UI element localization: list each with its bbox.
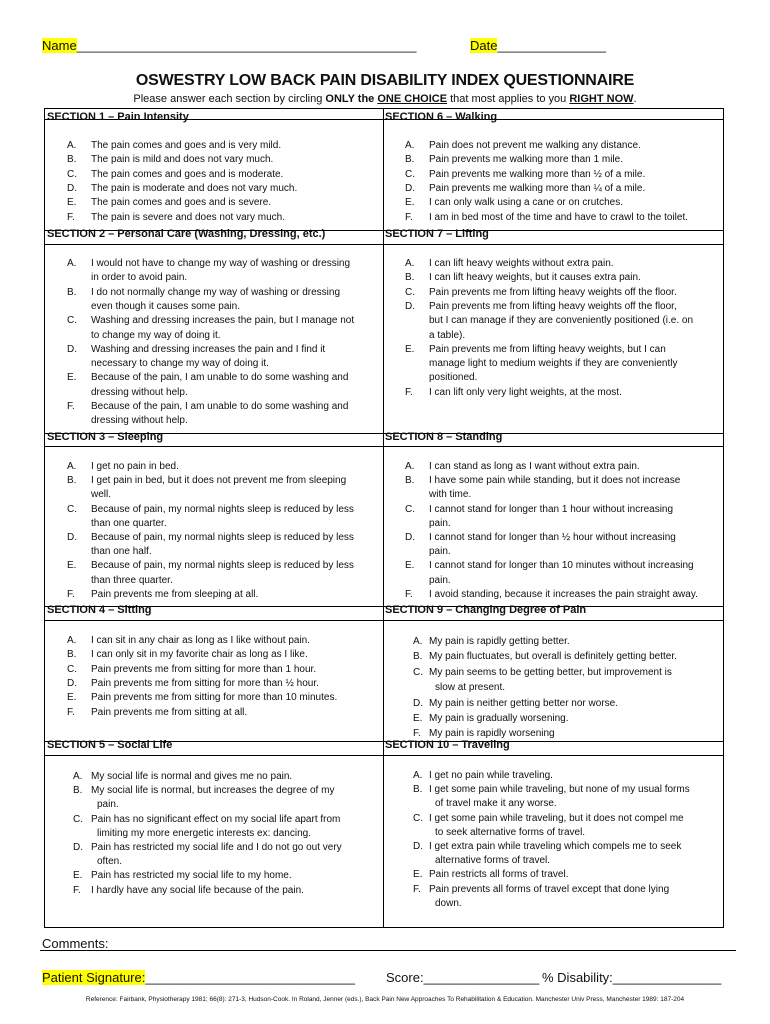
option-text: a table). bbox=[429, 329, 466, 341]
option-letter: D. bbox=[413, 841, 423, 852]
option-text: Washing and dressing increases the pain, but I manage not bbox=[91, 315, 355, 327]
option-letter: D. bbox=[73, 842, 83, 853]
instructions-right-now: RIGHT NOW bbox=[569, 93, 634, 105]
option-letter: A. bbox=[67, 461, 77, 472]
option-text: I would not have to change my way of washing or dressing bbox=[91, 258, 351, 269]
option-text: to seek alternative forms of travel. bbox=[435, 826, 586, 838]
name-line[interactable]: _______________________________________________ bbox=[76, 38, 417, 53]
option-text: pain. bbox=[97, 799, 119, 811]
option-text: pain. bbox=[429, 517, 451, 529]
option-text: than three quarter. bbox=[91, 574, 173, 586]
patient-signature-line[interactable]: _____________________________ bbox=[145, 970, 356, 985]
option-letter: F. bbox=[67, 211, 75, 223]
option-letter: B. bbox=[405, 272, 415, 284]
option-text: Pain has no significant effect on my social life apart from bbox=[91, 813, 341, 825]
option-text: The pain is severe and does not vary much. bbox=[91, 211, 285, 223]
page-title: OSWESTRY LOW BACK PAIN DISABILITY INDEX QUESTIONNAIRE bbox=[135, 72, 635, 89]
option-letter: E. bbox=[67, 692, 77, 704]
option-text: Pain prevents me walking more than ½ of a mile. bbox=[429, 168, 646, 180]
option-text: slow at present. bbox=[435, 682, 506, 694]
option-text: Pain has restricted my social life and I do not go out very bbox=[91, 842, 342, 853]
section-title: SECTION 6 – Walking bbox=[385, 111, 498, 123]
option-letter: A. bbox=[405, 140, 415, 151]
instructions-only: ONLY the bbox=[325, 93, 378, 105]
option-text: than one quarter. bbox=[91, 517, 167, 529]
option-text: My pain seems to be getting better, but improvement is bbox=[429, 666, 672, 678]
option-text: My pain is rapidly getting better. bbox=[429, 636, 570, 647]
option-text: Pain prevents me from lifting heavy weights, but I can bbox=[429, 343, 666, 355]
option-text: The pain comes and goes and is very mild. bbox=[91, 140, 282, 151]
section-title: SECTION 9 – Changing Degree of Pain bbox=[385, 604, 587, 616]
option-text: I have some pain while standing, but it does not increase bbox=[429, 475, 681, 487]
option-letter: E. bbox=[73, 870, 83, 882]
option-text: of travel make it any worse. bbox=[435, 798, 557, 810]
option-text: even though it causes some pain. bbox=[91, 300, 240, 312]
option-letter: C. bbox=[413, 666, 423, 678]
option-text: Pain prevents all forms of travel except that done lying bbox=[429, 883, 670, 895]
score-line[interactable]: ________________ bbox=[423, 970, 540, 985]
option-letter: C. bbox=[405, 168, 415, 180]
option-text: Pain prevents me from sitting for more than 10 minutes. bbox=[91, 692, 338, 704]
option-text: I can stand as long as I want without extra pain. bbox=[429, 461, 640, 472]
option-text: than one half. bbox=[91, 546, 152, 558]
option-letter: A. bbox=[405, 258, 415, 269]
section-title: SECTION 1 – Pain Intensity bbox=[47, 111, 189, 123]
option-letter: B. bbox=[413, 784, 423, 796]
option-text: Pain prevents me walking more than 1 mile. bbox=[429, 154, 623, 166]
option-text: Pain does not prevent me walking any distance. bbox=[429, 140, 641, 151]
option-text: dressing without help. bbox=[91, 415, 188, 427]
option-text: often. bbox=[97, 856, 123, 868]
option-text: alternative forms of travel. bbox=[435, 855, 551, 867]
score-field[interactable] bbox=[386, 970, 539, 985]
option-text: Pain restricts all forms of travel. bbox=[429, 869, 569, 881]
option-letter: B. bbox=[67, 154, 77, 166]
option-text: I can only sit in my favorite chair as long as I like. bbox=[91, 649, 308, 661]
option-letter: B. bbox=[67, 286, 77, 298]
option-letter: A. bbox=[405, 461, 415, 472]
option-letter: C. bbox=[73, 813, 83, 825]
signature-row bbox=[42, 970, 722, 985]
option-text: I can lift only very light weights, at the most. bbox=[429, 386, 622, 398]
option-letter: B. bbox=[413, 651, 423, 663]
option-letter: D. bbox=[405, 300, 415, 312]
option-text: The pain is moderate and does not vary much. bbox=[91, 182, 298, 194]
sections-grid bbox=[44, 108, 724, 928]
option-letter: D. bbox=[67, 343, 77, 355]
option-letter: B. bbox=[73, 785, 83, 797]
section-title: SECTION 8 – Standing bbox=[385, 431, 503, 443]
option-text: I get extra pain while traveling which compels me to seek bbox=[429, 841, 682, 852]
option-text: My social life is normal, but increases the degree of my bbox=[91, 785, 335, 797]
option-letter: F. bbox=[67, 706, 75, 718]
option-text: The pain is mild and does not vary much. bbox=[91, 154, 274, 166]
section-title: SECTION 4 – Sitting bbox=[47, 604, 152, 616]
option-letter: B. bbox=[405, 154, 415, 166]
option-text: down. bbox=[435, 897, 462, 909]
option-letter: E. bbox=[405, 197, 415, 209]
comments-label: Comments: bbox=[42, 936, 109, 951]
option-text: to change my way of doing it. bbox=[91, 329, 221, 341]
option-text: I can sit in any chair as long as I like without pain. bbox=[91, 635, 311, 646]
option-letter: C. bbox=[67, 168, 77, 180]
option-letter: C. bbox=[67, 315, 77, 327]
disability-label: % Disability: bbox=[542, 970, 613, 985]
option-text: Because of pain, my normal nights sleep is reduced by less bbox=[91, 532, 354, 543]
option-text: Because of pain, my normal nights sleep is reduced by less bbox=[91, 560, 354, 572]
option-letter: A. bbox=[73, 771, 83, 782]
option-letter: A. bbox=[413, 770, 423, 781]
option-letter: D. bbox=[67, 182, 77, 194]
option-letter: E. bbox=[405, 560, 415, 572]
option-letter: D. bbox=[405, 182, 415, 194]
option-text: The pain comes and goes and is moderate. bbox=[91, 168, 284, 180]
option-letter: B. bbox=[405, 475, 415, 487]
section-title: SECTION 3 – Sleeping bbox=[47, 431, 164, 443]
option-letter: D. bbox=[413, 697, 423, 709]
option-letter: F. bbox=[67, 588, 75, 600]
column-divider bbox=[383, 109, 384, 927]
option-letter: F. bbox=[405, 588, 413, 600]
option-text: Washing and dressing increases the pain and I find it bbox=[91, 343, 326, 355]
option-text: The pain comes and goes and is severe. bbox=[91, 197, 272, 209]
instructions bbox=[0, 93, 770, 105]
option-text: positioned. bbox=[429, 372, 478, 384]
option-text: well. bbox=[91, 489, 112, 501]
option-text: I cannot stand for longer than 1 hour without increasing bbox=[429, 503, 674, 515]
option-text: I can lift heavy weights without extra pain. bbox=[429, 258, 614, 269]
option-text: Pain prevents me from sitting for more than ½ hour. bbox=[91, 677, 319, 689]
option-letter: A. bbox=[67, 140, 77, 151]
option-text: I get some pain while traveling, but none of my usual forms bbox=[429, 784, 690, 796]
option-text: with time. bbox=[429, 489, 472, 501]
option-text: My pain fluctuates, but overall is definitely getting better. bbox=[429, 651, 677, 663]
option-letter: D. bbox=[67, 677, 77, 689]
option-letter: D. bbox=[67, 532, 77, 543]
option-letter: C. bbox=[405, 503, 415, 515]
patient-signature-label: Patient Signature: bbox=[42, 970, 146, 985]
section-title: SECTION 2 – Personal Care (Washing, Dressing, etc.) bbox=[47, 228, 326, 240]
row-divider bbox=[45, 446, 723, 447]
row-divider bbox=[45, 620, 723, 621]
option-letter: E. bbox=[413, 713, 423, 724]
option-text: Pain prevents me from lifting heavy weights off the floor, bbox=[429, 300, 677, 312]
option-letter: B. bbox=[67, 649, 77, 661]
option-letter: C. bbox=[405, 286, 415, 298]
option-text: manage light to medium weights if they are conveniently bbox=[429, 358, 678, 370]
option-letter: E. bbox=[405, 343, 415, 355]
name-field[interactable] bbox=[42, 38, 417, 53]
option-letter: A. bbox=[67, 258, 77, 269]
option-letter: A. bbox=[67, 635, 77, 646]
option-letter: F. bbox=[413, 728, 421, 740]
option-text: Pain has restricted my social life to my home. bbox=[91, 870, 292, 882]
row-divider bbox=[45, 755, 723, 756]
option-text: pain. bbox=[429, 546, 451, 558]
option-text: I hardly have any social life because of the pain. bbox=[91, 884, 304, 896]
option-letter: E. bbox=[67, 197, 77, 209]
name-label: Name bbox=[42, 38, 77, 53]
option-text: I get some pain while traveling, but it does not compel me bbox=[429, 812, 684, 824]
option-letter: B. bbox=[67, 475, 77, 487]
section-title: SECTION 10 – Traveling bbox=[385, 739, 510, 751]
option-text: My pain is gradually worsening. bbox=[429, 713, 569, 724]
option-text: but I can manage if they are conveniently positioned (i.e. on bbox=[429, 315, 694, 327]
option-text: Because of pain, my normal nights sleep is reduced by less bbox=[91, 503, 354, 515]
option-letter: C. bbox=[413, 812, 423, 824]
option-text: My pain is neither getting better nor worse. bbox=[429, 697, 618, 709]
option-text: I avoid standing, because it increases the pain straight away. bbox=[429, 588, 698, 600]
row-divider bbox=[45, 244, 723, 245]
option-letter: E. bbox=[413, 869, 423, 881]
option-text: pain. bbox=[429, 574, 451, 586]
option-text: I get pain in bed, but it does not prevent me from sleeping bbox=[91, 475, 347, 487]
option-text: I get no pain in bed. bbox=[91, 461, 179, 472]
option-text: Pain prevents me from sleeping at all. bbox=[91, 588, 259, 600]
option-text: I cannot stand for longer than 10 minutes without increasing bbox=[429, 560, 694, 572]
option-text: Pain prevents me from sitting at all. bbox=[91, 706, 248, 718]
option-text: My pain is rapidly worsening bbox=[429, 728, 555, 740]
comments-line[interactable] bbox=[40, 950, 736, 951]
date-line[interactable]: _______________ bbox=[497, 38, 606, 53]
instructions-end: . bbox=[633, 93, 637, 105]
instructions-mid: that most applies to you bbox=[447, 93, 570, 105]
option-text: I can only walk using a cane or on crutches. bbox=[429, 197, 623, 209]
disability-line[interactable]: _______________ bbox=[612, 970, 722, 985]
option-text: limiting my more energetic interests ex: dancing. bbox=[97, 827, 311, 839]
option-text: Because of the pain, I am unable to do some washing and bbox=[91, 401, 349, 412]
option-text: necessary to change my way of doing it. bbox=[91, 358, 269, 370]
option-text: Pain prevents me from sitting for more than 1 hour. bbox=[91, 663, 317, 675]
score-label: Score: bbox=[386, 970, 424, 985]
option-text: Pain prevents me from lifting heavy weights off the floor. bbox=[429, 286, 677, 298]
reference-citation: Reference: Fairbank, Physiotherapy 1981; 66(8): 271-3, Hudson-Cook. In Roland, Jenner (eds.), Back Pain New Approaches To Rehabilitation & Education. Manchester Univ Press, Manchester 1989: 187-204 bbox=[85, 996, 685, 1003]
option-text: I get no pain while traveling. bbox=[429, 770, 553, 781]
option-text: I am in bed most of the time and have to crawl to the toilet. bbox=[429, 211, 689, 223]
option-text: My social life is normal and gives me no pain. bbox=[91, 771, 293, 782]
option-text: I can lift heavy weights, but it causes extra pain. bbox=[429, 272, 641, 284]
date-field[interactable] bbox=[470, 38, 606, 53]
option-letter: E. bbox=[67, 560, 77, 572]
option-text: I cannot stand for longer than ½ hour without increasing bbox=[429, 532, 676, 543]
option-letter: A. bbox=[413, 636, 423, 647]
option-letter: F. bbox=[413, 883, 421, 895]
option-letter: F. bbox=[67, 401, 75, 412]
date-label: Date bbox=[470, 38, 498, 53]
option-text: dressing without help. bbox=[91, 386, 188, 398]
option-letter: E. bbox=[67, 372, 77, 384]
option-text: Pain prevents me walking more than ¼ of a mile. bbox=[429, 182, 646, 194]
header bbox=[42, 38, 742, 58]
option-letter: C. bbox=[67, 503, 77, 515]
option-letter: D. bbox=[405, 532, 415, 543]
option-text: I do not normally change my way of washing or dressing bbox=[91, 286, 341, 298]
disability-field[interactable] bbox=[542, 970, 721, 985]
option-letter: F. bbox=[405, 386, 413, 398]
section-title: SECTION 7 – Lifting bbox=[385, 228, 489, 240]
option-text: in order to avoid pain. bbox=[91, 272, 188, 284]
instructions-one-choice: ONE CHOICE bbox=[377, 93, 448, 105]
section-title: SECTION 5 – Social Life bbox=[47, 739, 173, 751]
option-text: Because of the pain, I am unable to do some washing and bbox=[91, 372, 349, 384]
option-letter: F. bbox=[405, 211, 413, 223]
option-letter: F. bbox=[73, 884, 81, 896]
option-letter: C. bbox=[67, 663, 77, 675]
instructions-pre: Please answer each section by circling bbox=[133, 93, 326, 105]
